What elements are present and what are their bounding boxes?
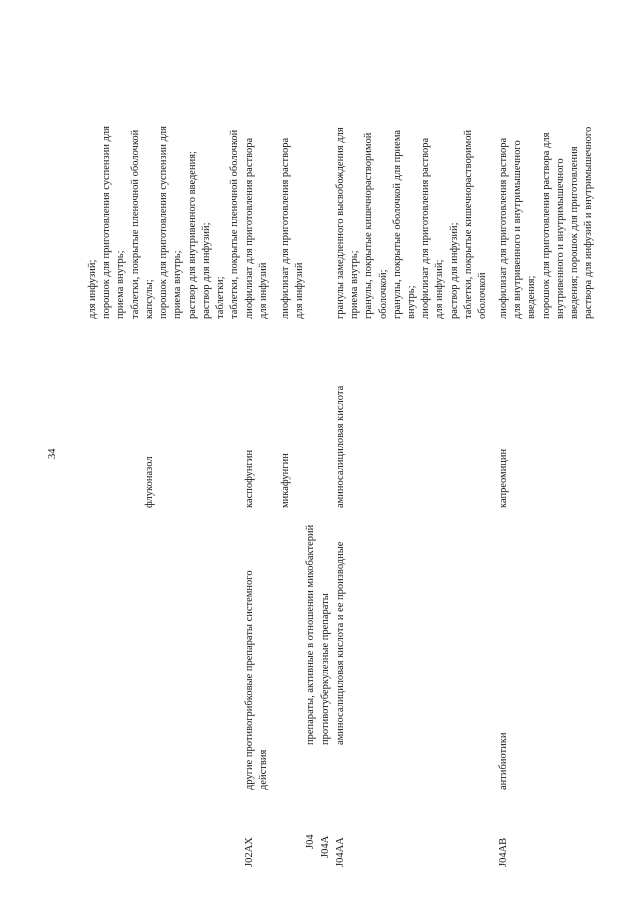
form-line: оболочкой [477, 272, 489, 319]
form-line: для инфузий [258, 262, 270, 319]
form-line: введения; порошок для приготовления [569, 146, 581, 319]
form-line: таблетки, покрытые кишечнорастворимой [462, 129, 474, 319]
form-line: внутривенного и внутримышечного [554, 158, 566, 319]
form-line: гранулы замедленного высвобождения для [335, 127, 346, 319]
form-line: таблетки, покрытые пленочной оболочкой [129, 129, 141, 319]
form-line: порошок для приготовления раствора для [540, 132, 552, 319]
row-6-code: J04AA [335, 837, 346, 867]
form-line: приема внутрь; [349, 250, 361, 319]
form-line: введения; [526, 275, 538, 319]
row-2-forms [243, 138, 271, 319]
form-line: для внутривенного и внутримышечного [512, 140, 524, 319]
row-6-inn: аминосалициловая кислота [335, 385, 346, 508]
page-number: 34 [47, 448, 58, 459]
form-line: гранулы, покрытые кишечнорастворимой [363, 132, 375, 319]
group-line: другие противогрибковые препараты системного [244, 570, 255, 790]
form-line: оболочкой; [377, 269, 389, 319]
row-2-code: J02AX [244, 837, 255, 867]
row-6-group: аминосалициловая кислота и ее производные [335, 541, 346, 745]
form-line: раствор для внутривенного введения; [186, 151, 198, 319]
form-line: лиофилизат для приготовления раствора [280, 137, 291, 319]
row-4-code: J04 [305, 834, 316, 849]
form-line: раствор для инфузий; [200, 222, 212, 319]
form-line: раствора для инфузий и внутримышечного [583, 126, 595, 319]
row-1-forms [143, 126, 242, 319]
row-5-group: противотуберкулезные препараты [320, 593, 331, 745]
form-line: таблетки, покрытые пленочной оболочкой [229, 129, 241, 319]
row-2-inn: каспофунгин [244, 449, 255, 508]
form-line: раствор для инфузий; [448, 222, 460, 319]
row-1-inn: флуконазол [144, 456, 155, 508]
group-line: действия [258, 749, 270, 790]
form-line: для инфузий; [87, 259, 98, 319]
row-7-forms [497, 127, 596, 319]
form-line: для инфузий; [434, 259, 446, 319]
form-line: порошок для приготовления суспензии для [101, 126, 113, 319]
form-line: для инфузий [294, 262, 306, 319]
form-line: лиофилизат для приготовления раствора [498, 137, 509, 319]
form-line: приема внутрь; [115, 250, 127, 319]
form-line: внутрь; [406, 285, 418, 319]
form-line: лиофилизат для приготовления раствора [244, 137, 255, 319]
form-line: капсулы; [144, 279, 155, 319]
row-4-group: препараты, активные в отношении микобактерий [305, 524, 316, 745]
row-7-code: J04AB [498, 837, 509, 867]
form-line: гранулы, покрытые оболочкой для приема [391, 129, 403, 319]
row-5-code: J04A [320, 835, 331, 858]
row-3-forms [279, 138, 307, 319]
row-3-inn: микафунгин [280, 453, 291, 508]
row-2-group [243, 570, 271, 790]
form-line: порошок для приготовления суспензии для [158, 126, 170, 319]
form-line: приема внутрь; [172, 250, 184, 319]
form-line: лиофилизат для приготовления раствора [420, 137, 432, 319]
row-7-inn: капреомицин [498, 448, 509, 508]
row-6-forms [334, 127, 490, 319]
row-0-forms [86, 126, 143, 319]
form-line: таблетки; [215, 276, 227, 319]
row-7-group: антибиотики [498, 732, 509, 790]
